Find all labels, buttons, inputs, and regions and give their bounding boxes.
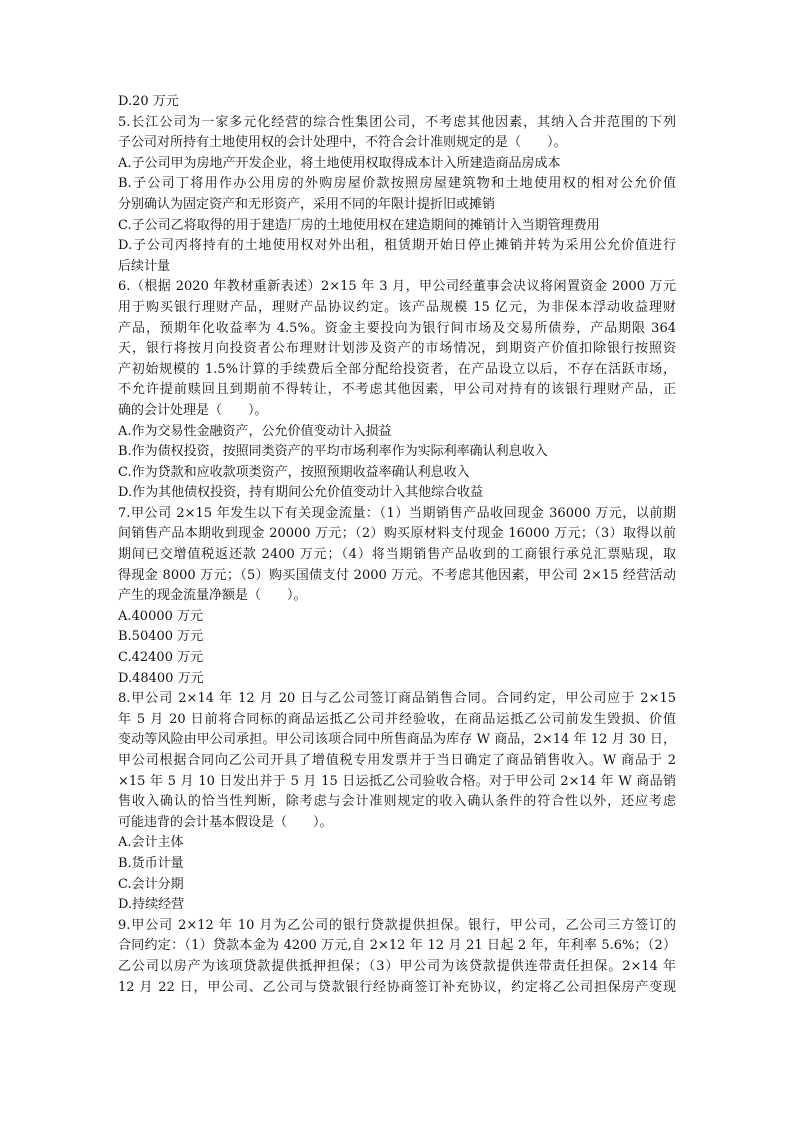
text-line: 后续计量 <box>118 258 171 274</box>
text-line: 可能违背的会计基本假设是（ ）。 <box>118 814 333 830</box>
text-line: 产初始规模的 1.5%计算的手续费后全部分配给投资者，在产品设立以后，不存在活跃市场， <box>118 361 676 377</box>
text-line: C.会计分期 <box>118 876 184 892</box>
text-line: B.子公司丁将用作办公用房的外购房屋价款按照房屋建筑物和土地使用权的相对公允价值 <box>118 176 676 192</box>
text-line: D.子公司丙将持有的土地使用权对外出租，租赁期开始日停止摊销并转为采用公允价值进行 <box>118 238 676 254</box>
text-line: 售收入确认的恰当性判断，除考虑与会计准则规定的收入确认条件的符合性以外，还应考虑 <box>118 794 676 810</box>
text-line: 子公司对所持有土地使用权的会计处理中，不符合会计准则规定的是（ ）。 <box>118 135 567 151</box>
text-line: 年 5 月 20 日前将合同标的商品运抵乙公司并经验收，在商品运抵乙公司前发生毁损、价值 <box>118 711 676 727</box>
text-line: 用于购买银行理财产品，理财产品协议约定。该产品规模 15 亿元，为非保本浮动收益理财 <box>118 299 676 315</box>
text-line: D.20 万元 <box>118 94 179 109</box>
text-line: 产品，预期年化收益率为 4.5%。资金主要投向为银行间市场及交易所债券，产品期限 364 <box>118 320 676 336</box>
text-line: 6.（根据 2020 年教材重新表述）2×15 年 3 月，甲公司经董事会决议将闲置资金 2000 万元 <box>118 279 676 295</box>
text-line: A.40000 万元 <box>118 608 204 624</box>
text-line: 变动等风险由甲公司承担。甲公司该项合同中所售商品为库存 W 商品，2×14 年 12 月 30 日， <box>118 732 676 748</box>
text-line: 确的会计处理是（ ）。 <box>118 402 268 418</box>
text-line: B.作为债权投资，按照同类资产的平均市场利率作为实际利率确认利息收入 <box>118 444 548 460</box>
text-line: 7.甲公司 2×15 年发生以下有关现金流量：（1）当期销售产品收回现金 36000 万元，以前期 <box>118 505 676 521</box>
text-line: A.会计主体 <box>118 835 184 851</box>
text-line: 期间已交增值税返还款 2400 万元；（4）将当期销售产品收到的工商银行承兑汇票贴现，取 <box>118 547 676 563</box>
text-line: 不允许提前赎回且到期前不得转让，不考虑其他因素，甲公司对持有的该银行理财产品，正 <box>118 382 676 398</box>
document-page <box>118 92 676 998</box>
text-line: ×15 年 5 月 10 日发出并于 5 月 15 日运抵乙公司验收合格。对于甲公司 2×14 年 W 商品销 <box>118 773 676 789</box>
text-line: 间销售产品本期收到现金 20000 万元；（2）购买原材料支付现金 16000 万元；（3）取得以前 <box>118 526 676 542</box>
text-line: 5.长江公司为一家多元化经营的综合性集团公司，不考虑其他因素，其纳入合并范围的下列 <box>118 114 676 130</box>
text-line: 8.甲公司 2×14 年 12 月 20 日与乙公司签订商品销售合同。合同约定，甲公司应于 2×15 <box>118 691 676 707</box>
text-line: C.作为贷款和应收款项类资产，按照预期收益率确认利息收入 <box>118 464 470 480</box>
text-line: 12 月 22 日，甲公司、乙公司与贷款银行经协商签订补充协议，约定将乙公司担保房产变现 <box>118 979 676 995</box>
text-line: B.50400 万元 <box>118 629 204 645</box>
text-line: 分别确认为固定资产和无形资产，采用不同的年限计提折旧或摊销 <box>118 196 496 212</box>
text-line: 合同约定：（1）贷款本金为 4200 万元,自 2×12 年 12 月 21 日起 2 年，年利率 5.6%；（2） <box>118 938 676 954</box>
text-line: 天，银行将按月向投资者公布理财计划涉及资产的市场情况，到期资产价值扣除银行按照资 <box>118 341 676 357</box>
text-line: 9.甲公司 2×12 年 10 月为乙公司的银行贷款提供担保。银行，甲公司，乙公司三方签订的 <box>118 917 676 933</box>
text-line: D.48400 万元 <box>118 670 204 686</box>
text-line: A.作为交易性金融资产，公允价值变动计入损益 <box>118 423 392 439</box>
text-line: D.持续经营 <box>118 897 185 913</box>
text-line: C.42400 万元 <box>118 650 204 666</box>
text-line: C.子公司乙将取得的用于建造厂房的土地使用权在建造期间的摊销计入当期管理费用 <box>118 217 600 233</box>
text-line: A.子公司甲为房地产开发企业，将土地使用权取得成本计入所建造商品房成本 <box>118 155 561 171</box>
text-line: D.作为其他债权投资，持有期间公允价值变动计入其他综合收益 <box>118 485 484 501</box>
text-line: B.货币计量 <box>118 855 184 871</box>
text-line: 产生的现金流量净额是（ ）。 <box>118 588 307 604</box>
text-line: 乙公司以房产为该项贷款提供抵押担保；（3）甲公司为该贷款提供连带责任担保。2×14 年 <box>118 958 676 974</box>
text-line: 得现金 8000 万元；（5）购买国债支付 2000 万元。不考虑其他因素，甲公司 2×15 经营活动 <box>118 567 676 583</box>
text-line: 甲公司根据合同向乙公司开具了增值税专用发票并于当日确定了商品销售收入。W 商品于 2 <box>118 753 676 768</box>
